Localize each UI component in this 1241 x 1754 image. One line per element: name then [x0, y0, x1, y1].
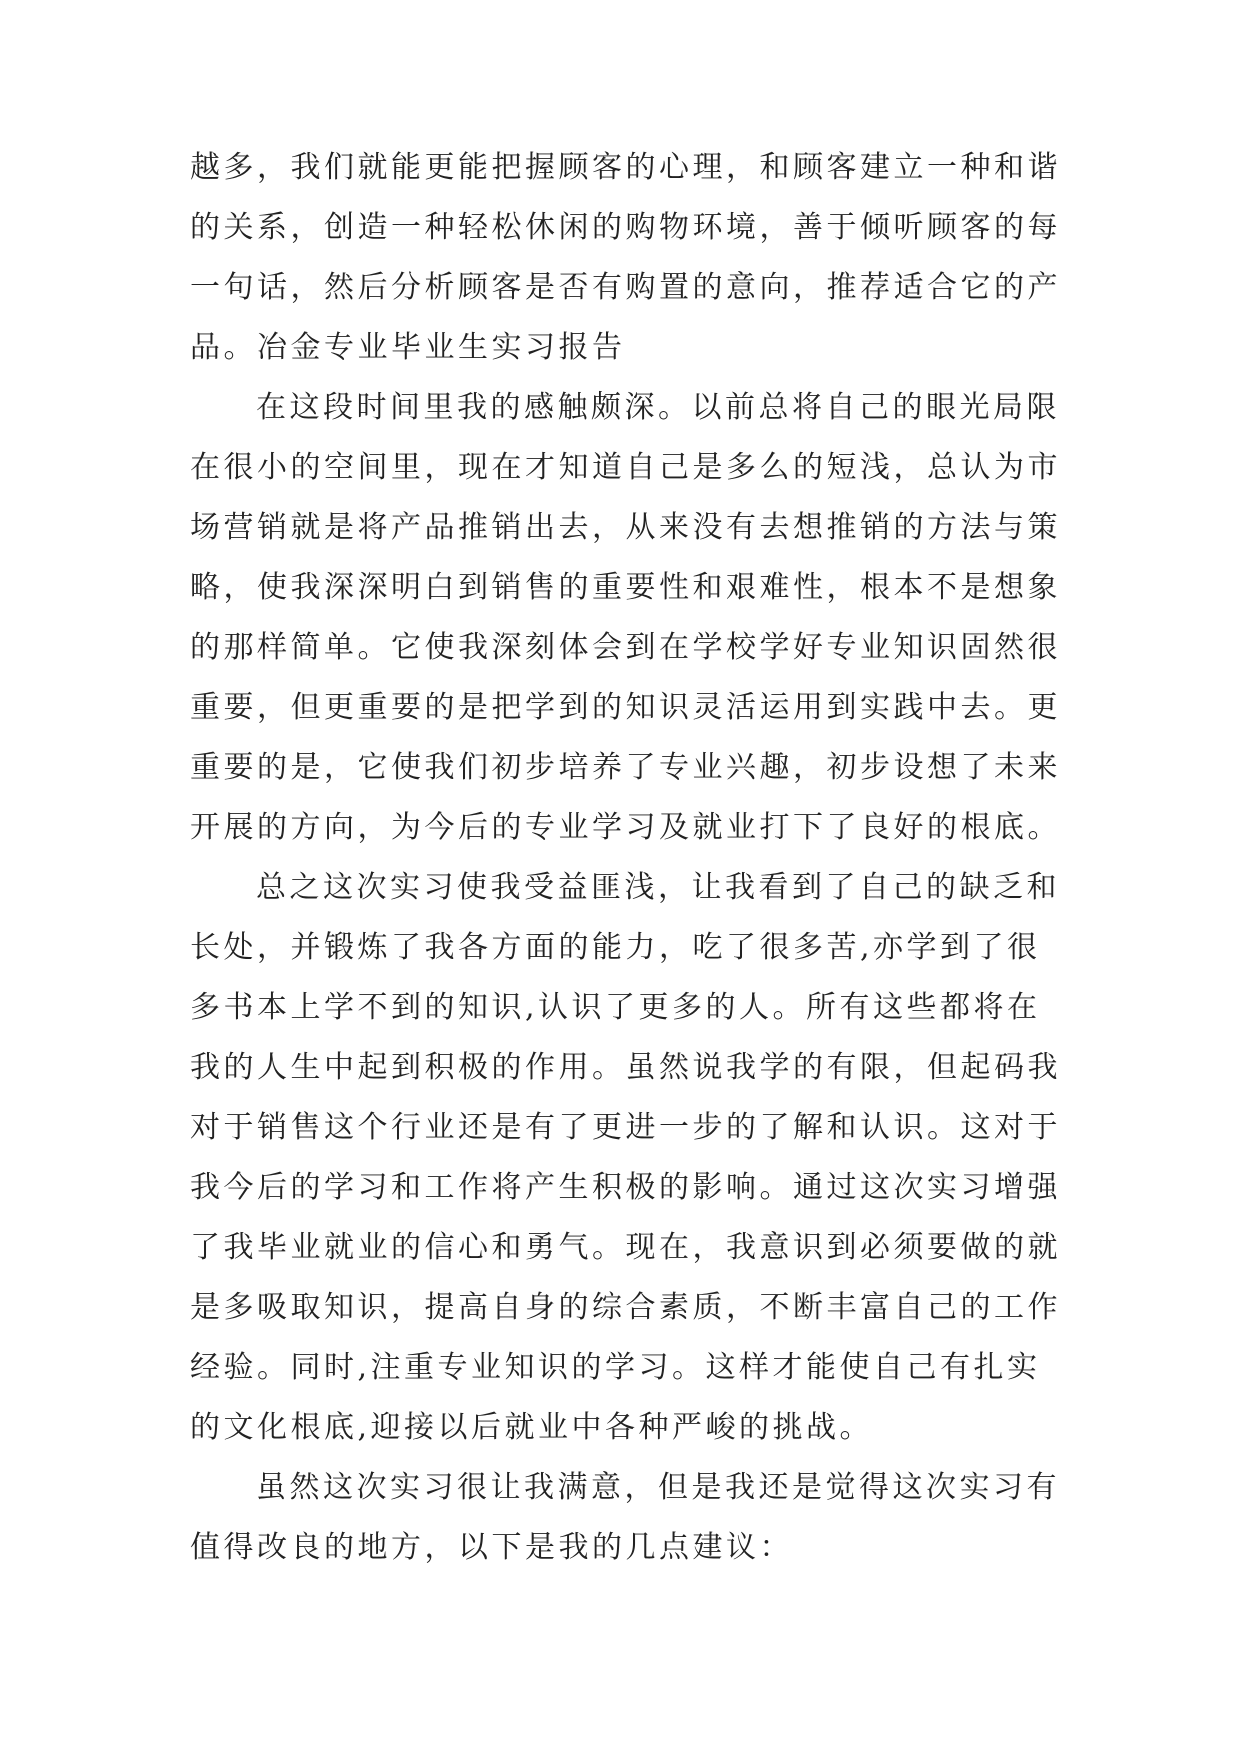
text-line: 值得改良的地方，以下是我的几点建议： [190, 1530, 793, 1565]
text-line: 多书本上学不到的知识,认识了更多的人。所有这些都将在 [190, 990, 1041, 1025]
text-line: 重要，但更重要的是把学到的知识灵活运用到实践中去。更 [190, 690, 1061, 725]
text-line: 越多，我们就能更能把握顾客的心理，和顾客建立一种和谐 [190, 150, 1061, 185]
text-line: 的那样简单。它使我深刻体会到在学校学好专业知识固然很 [190, 630, 1061, 665]
paragraph-first-line: 总之这次实习使我受益匪浅，让我看到了自己的缺乏和 [256, 870, 1060, 905]
text-line: 我的人生中起到积极的作用。虽然说我学的有限，但起码我 [190, 1050, 1061, 1085]
text-line: 在很小的空间里，现在才知道自己是多么的短浅，总认为市 [190, 450, 1061, 485]
text-line: 的文化根底,迎接以后就业中各种严峻的挑战。 [190, 1410, 874, 1445]
text-line: 我今后的学习和工作将产生积极的影响。通过这次实习增强 [190, 1170, 1061, 1205]
paragraph-first-line: 虽然这次实习很让我满意，但是我还是觉得这次实习有 [256, 1470, 1060, 1505]
text-line: 的关系，创造一种轻松休闲的购物环境，善于倾听顾客的每 [190, 210, 1061, 245]
text-line: 了我毕业就业的信心和勇气。现在，我意识到必须要做的就 [190, 1230, 1061, 1265]
text-line: 开展的方向，为今后的专业学习及就业打下了良好的根底。 [190, 810, 1061, 845]
text-line: 略，使我深深明白到销售的重要性和艰难性，根本不是想象 [190, 570, 1061, 605]
paragraph-first-line: 在这段时间里我的感触颇深。以前总将自己的眼光局限 [256, 390, 1060, 425]
text-line: 重要的是，它使我们初步培养了专业兴趣，初步设想了未来 [190, 750, 1061, 785]
text-line: 对于销售这个行业还是有了更进一步的了解和认识。这对于 [190, 1110, 1061, 1145]
text-line: 是多吸取知识，提高自身的综合素质，不断丰富自己的工作 [190, 1290, 1061, 1325]
text-line: 长处，并锻炼了我各方面的能力，吃了很多苦,亦学到了很 [190, 930, 1041, 965]
text-line: 经验。同时,注重专业知识的学习。这样才能使自己有扎实 [190, 1350, 1041, 1385]
text-line: 场营销就是将产品推销出去，从来没有去想推销的方法与策 [190, 510, 1061, 545]
text-line: 一句话，然后分析顾客是否有购置的意向，推荐适合它的产 [190, 270, 1061, 305]
text-line: 品。冶金专业毕业生实习报告 [190, 330, 626, 365]
